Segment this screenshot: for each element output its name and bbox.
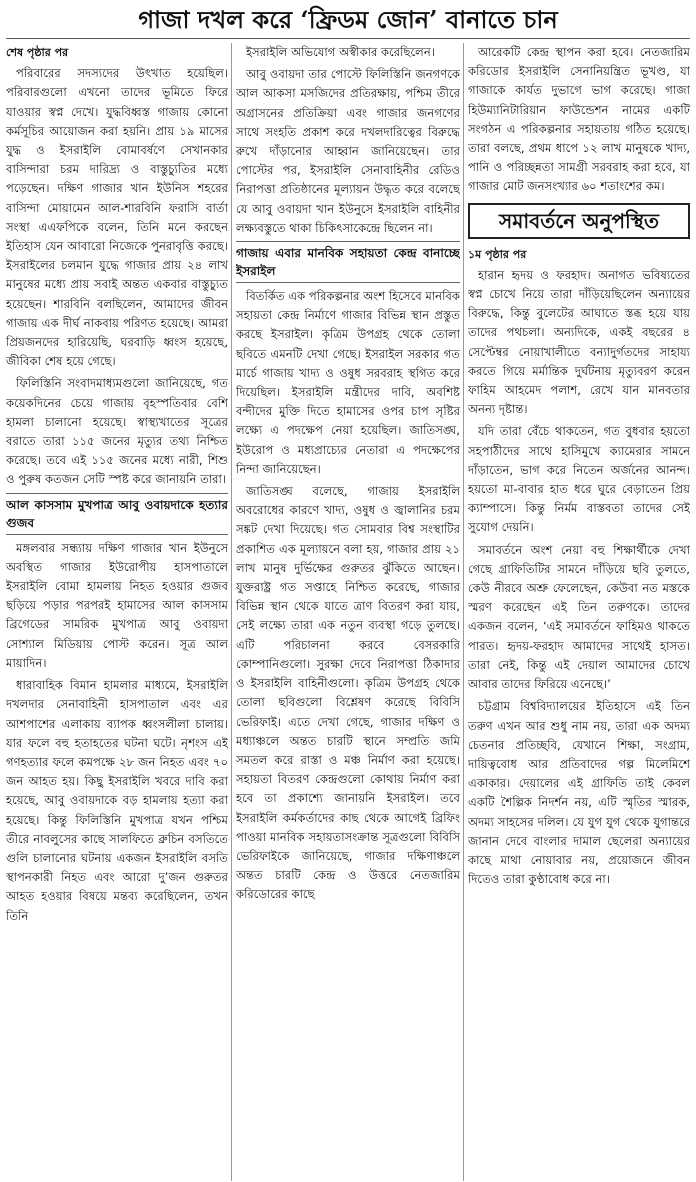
subheading: আল কাসসাম মুখপাত্র আবু ওবায়দাকে হত্যার গুজব bbox=[6, 493, 228, 535]
headline: গাজা দখল করে ‘ফ্রিডম জোন’ বানাতে চান bbox=[6, 4, 690, 39]
second-article-headline: সমাবর্তনে অনুপস্থিত bbox=[468, 203, 690, 239]
subheading: গাজায় এবার মানবিক সহায়তা কেন্দ্র বানাচ্ছে ইসরাইল bbox=[236, 241, 460, 283]
paragraph: মঙ্গলবার সন্ধ্যায় দক্ষিণ গাজার খান ইউনুসে অবস্থিত গাজার ইউরোপীয় হাসপাতালে ইসরাইলি বোমা হামলায় নিহত হওয়ার গুজব ছড়িয়ে পড়ার পরপরই হামাসের আল কাসসাম ব্রিগেডের সামরিক মুখপাত্র আবু ওবায়দা সোশ্যাল মিডিয়ায় পোস্ট করেন। সূত্র আল মায়াদিন। bbox=[6, 540, 228, 670]
column-divider bbox=[463, 43, 464, 1181]
column-divider bbox=[231, 43, 232, 1181]
paragraph: হারান হৃদয় ও ফরহাদ। অনাগত ভবিষ্যতের স্বপ্ন চোখে নিয়ে তারা দাঁড়িয়েছিলেন অন্যায়ের বিরুদ্ধে, কিন্তু বুলেটের আঘাতে স্তব্ধ হয়ে যায় তাদের পথচলা। অন্যদিকে, একই বছরের ৪ সেপ্টেম্বর নোয়াখালীতে বন্যাদুর্গতদের সাহায্য করতে গিয়ে মর্মান্তিক দুর্ঘটনায় মৃত্যুবরণ করেন ফাহিম আহমেদ পলাশ, রেখে যান মানবতার অনন্য দৃষ্টান্ত। bbox=[468, 267, 690, 417]
continuation-label: শেষ পৃষ্ঠার পর bbox=[6, 46, 69, 59]
paragraph: জাতিসঙ্ঘ বলেছে, গাজায় ইসরাইলি অবরোধের কারণে খাদ্য, ওষুধ ও জ্বালানির চরম সঙ্কট দেখা দিয়েছে। গত সোমবার বিশ্ব সংস্থাটির প্রকাশিত এক মূল্যায়নে বলা হয়, গাজার প্রায় ২১ লাখ মানুষ দুর্ভিক্ষের গুরুতর ঝুঁকিতে আছেন। যুক্তরাষ্ট্র গত সপ্তাহে নিশ্চিত করেছে, গাজার বিভিন্ন স্থান থেকে যাতে ত্রাণ বিতরণ করা যায়, সেই লক্ষ্যে তারা এক নতুন ব্যবস্থা গড়ে তুলছে। এটি পরিচালনা করবে বেসরকারি কোম্পানিগুলো। সুরক্ষা দেবে নিরাপত্তা ঠিকাদার ও ইসরাইলি বাহিনীগুলো। কৃত্রিম উপগ্রহ থেকে তোলা ছবিগুলো বিশ্লেষণ করেছে বিবিসি ভেরিফাই। এতে দেখা গেছে, গাজার দক্ষিণ ও মধ্যাঞ্চলে অন্তত চারটি স্থানে সম্প্রতি জমি সমতল করে রাস্তা ও মঞ্চ নির্মাণ করা হয়েছে। সহায়তা বিতরণ কেন্দ্রগুলো কোথায় নির্মাণ করা হবে তা প্রকাশ্যে জানায়নি ইসরাইল। তবে ইসরাইলি কর্মকর্তাদের কাছ থেকে আগেই ব্রিফিং পাওয়া মানবিক সহায়তাসংক্রান্ত সূত্রগুলো বিবিসি ভেরিফাইকে জানিয়েছে, গাজার দক্ষিণাঞ্চলে অন্তত চারটি কেন্দ্র ও উত্তরে নেতজারিম করিডোরের কাছে bbox=[236, 484, 460, 902]
column-3 bbox=[468, 43, 690, 1181]
paragraph: যদি তারা বেঁচে থাকতেন, গত বুধবার হয়তো সহপাঠীদের সাথে হাসিমুখে ক্যামেরার সামনে দাঁড়াতেন, ভাগ করে নিতেন অর্জনের আনন্দ। হয়তো মা-বাবার হাত ধরে ঘুরে বেড়াতেন প্রিয় ক্যাম্পাসে। কিন্তু নির্মম বাস্তবতা তাদের সেই সুযোগ দেয়নি। bbox=[468, 424, 690, 535]
paragraph: আরেকটি কেন্দ্র স্থাপন করা হবে। নেতজারিম করিডোর ইসরাইলি সেনানিয়ন্ত্রিত ভূখণ্ড, যা গাজাকে কার্যত দুভাগে ভাগ করেছে। গাজা হিউম্যানিটারিয়ান ফাউন্ডেশন নামের একটি সংগঠন এ পরিকল্পনার সহায়তায় গঠিত হয়েছে। তারা বলছে, প্রথম ধাপে ১২ লাখ মানুষকে খাদ্য, পানি ও পরিচ্ছন্নতা সামগ্রী সরবরাহ করা হবে, যা গাজার মোট জনসংখ্যার ৬০ শতাংশের কম। bbox=[468, 45, 690, 194]
column-2 bbox=[236, 43, 460, 1181]
paragraph: আবু ওবায়দা তার পোস্টে ফিলিস্তিনি জনগণকে আল আকসা মসজিদের প্রতিরক্ষায়, পশ্চিম তীরে অগ্রাসনের প্রতিক্রিয়া এবং গাজার জনগণের সাথে সংহতি প্রকাশ করে দখলদারিত্বের বিরুদ্ধে রুখে দাঁড়ানোর আহ্বান জানিয়েছেন। তার পোস্টের পর, ইসরাইলি সেনাবাহিনীর রেডিও নিরাপত্তা প্রতিষ্ঠানের মূল্যায়ন উদ্ধৃত করে বলেছে যে আবু ওবায়দা খান ইউনুসে ইসরাইলি বাহিনীর লক্ষ্যবস্তুতে থাকা চিকিৎসাকেন্দ্রে ছিলেন না। bbox=[236, 67, 460, 235]
article-columns bbox=[6, 43, 690, 1181]
paragraph: পরিবারের সদস্যদের উৎখাত হয়েছিল। পরিবারগুলো এখনো তাদের ভূমিতে ফিরে যাওয়ার স্বপ্ন দেখে। যুদ্ধবিধ্বস্ত গাজায় কোনো কর্মসূচির আয়োজন করা হয়নি। প্রায় ১৯ মাসের যুদ্ধ ও ইসরাইলি বোমাবর্ষণে সেখানকার বাসিন্দারা চরম দারিদ্র্য ও বাস্তুচ্যুতির মধ্যে পড়েছেন। দক্ষিণ গাজার খান ইউনিস শহরের বাসিন্দা মোয়ামেন আল-শারবিনি ফরাসি বার্তা সংস্থা এএফপিকে বলেন, তিনি মনে করছেন ইতিহাস যেন আবারো নিজেকে পুনরাবৃত্তি করছে। ইসরাইলের চলমান যুদ্ধে গাজার প্রায় ২৪ লাখ মানুষের মধ্যে প্রায় সবাই অন্তত একবার বাস্তুচ্যুত হয়েছেন। শারবিনি বলছিলেন, আমাদের জীবন গাজায় এক দীর্ঘ নাকবায় পরিণত হয়েছে। আমরা প্রিয়জনদের হারিয়েছি, ঘরবাড়ি ধ্বংস হয়েছে, জীবিকা শেষ হয়ে গেছে। bbox=[6, 66, 228, 369]
continuation-label: ১ম পৃষ্ঠার পর bbox=[468, 247, 527, 261]
paragraph: সমাবর্তনে অংশ নেয়া বহু শিক্ষার্থীকে দেখা গেছে গ্রাফিতিটির সামনে দাঁড়িয়ে ছবি তুলতে, কেউ নীরবে অশ্রু ফেলেছেন, কেউবা নত মস্তকে স্মরণ করেছেন এই তিন তরুণকে। তাদের একজন বলেন, ‘এই সমাবর্তনে ফাহিমও থাকতে পারত। হৃদয়-ফরহাদ আমাদের সাথেই হাসত। তারা নেই, কিন্তু এই দেয়াল আমাদের চোখে আবার তাদের ফিরিয়ে এনেছে।’ bbox=[468, 542, 690, 692]
column-1 bbox=[6, 43, 228, 1181]
paragraph: ধারাবাহিক বিমান হামলার মাধ্যমে, ইসরাইলি দখলদার সেনাবাহিনী হাসপাতাল এবং এর আশপাশের এলাকায় ব্যাপক ধ্বংসলীলা চালায়। যার ফলে বহু হতাহতের ঘটনা ঘটে। নৃশংস এই গণহত্যার ফলে কমপক্ষে ২৮ জন নিহত এবং ৭০ জন আহত হয়। কিছু ইসরাইলি খবরে দাবি করা হয়েছে, আবু ওবায়দাকে বড় হামলায় হত্যা করা হয়েছে। কিন্তু ফিলিস্তিনি মুখপাত্র যখন পশ্চিম তীরে নাবলুসের কাছে সালফিতে ব্রুচিন বসতিতে গুলি চালানোর ঘটনায় একজন ইসরাইলি বসতি স্থাপনকারী নিহত এবং আরো দু’জন গুরুতর আহত হওয়ার বিষয়ে মন্তব্য করেছিলেন, তখন তিনি bbox=[6, 678, 228, 923]
paragraph: ফিলিস্তিনি সংবাদমাধ্যমগুলো জানিয়েছে, গত কয়েকদিনের চেয়ে গাজায় বৃহস্পতিবার বেশি হামলা চালানো হয়েছে। স্বাস্থ্যখাতের সূত্রের বরাতে তারা ১১৫ জনের মৃত্যুর তথ্য নিশ্চিত করেছে। তবে এই ১১৫ জনের মধ্যে নারী, শিশু ও পুরুষ কতজন সেটি স্পষ্ট করে জানায়নি তারা। bbox=[6, 376, 228, 487]
paragraph: বিতর্কিত এক পরিকল্পনার অংশ হিসেবে মানবিক সহায়তা কেন্দ্র নির্মাণে গাজার বিভিন্ন স্থান প্রস্তুত করছে ইসরাইল। কৃত্রিম উপগ্রহ থেকে তোলা ছবিতে এমনটি দেখা গেছে। ইসরাইল সরকার গত মার্চে গাজায় খাদ্য ও ওষুধ সরবরাহ স্থগিত করে দিয়েছিল। ইসরাইলি মন্ত্রীদের দাবি, অবশিষ্ট বন্দীদের মুক্তি দিতে হামাসের ওপর চাপ সৃষ্টির লক্ষ্যে এ পদক্ষেপ নেয়া হয়েছিল। জাতিসঙ্ঘ, ইউরোপ ও মধ্যপ্রাচ্যের নেতারা এ পদক্ষেপের নিন্দা জানিয়েছেন। bbox=[236, 289, 460, 476]
paragraph: ইসরাইলি অভিযোগ অস্বীকার করেছিলেন। bbox=[246, 45, 435, 59]
paragraph: চট্টগ্রাম বিশ্ববিদ্যালয়ের ইতিহাসে এই তিন তরুণ এখন আর শুধু নাম নয়, তারা এক অদম্য চেতনার প্রতিচ্ছবি, যেখানে শিক্ষা, সংগ্রাম, দায়িত্ববোধ আর প্রতিবাদের গল্প মিলেমিশে একাকার। দেয়ালের এই গ্রাফিতি তাই কেবল একটি শৈল্পিক নিদর্শন নয়, এটি স্মৃতির স্মারক, অদম্য সাহসের দলিল। যে যুগ যুগ থেকে যুগান্তরে জানান দেবে বাংলার দামাল ছেলেরা অন্যায়ের কাছে মাথা নোয়াবার নয়, প্রয়োজনে জীবন দিতেও তারা কুণ্ঠাবোধ করে না। bbox=[468, 699, 690, 887]
